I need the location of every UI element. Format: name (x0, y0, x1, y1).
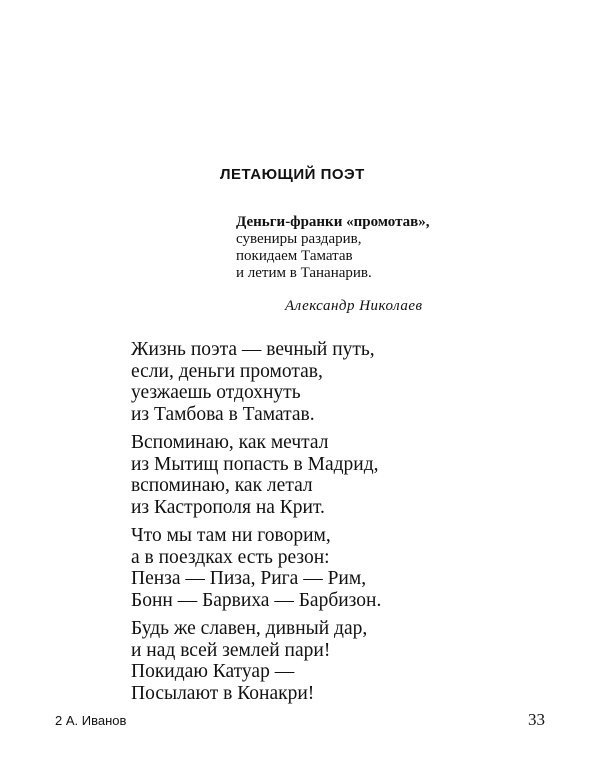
verse-line: из Тамбова в Таматав. (131, 403, 315, 425)
verse-line: из Мытищ попасть в Мадрид, (131, 453, 379, 475)
epigraph-line: покидаем Таматав (236, 248, 353, 264)
poem-title: ЛЕТАЮЩИЙ ПОЭТ (220, 166, 365, 183)
page-number: 33 (528, 710, 545, 729)
verse-line: Бонн — Барвиха — Барбизон. (131, 589, 382, 611)
signature-mark: 2 А. Иванов (55, 713, 127, 728)
epigraph-line: сувениры раздарив, (236, 231, 362, 247)
verse-line: если, деньги промотав, (131, 360, 323, 382)
epigraph-author: Александр Николаев (285, 298, 423, 314)
verse-line: Вспоминаю, как мечтал (131, 432, 329, 453)
verse-line: уезжаешь отдохнуть (131, 382, 301, 403)
epigraph-line: Деньги-франки «промотав», (236, 214, 430, 230)
verse-line: из Кастрополя на Крит. (131, 496, 325, 518)
verse-line: Что мы там ни говорим, (131, 525, 331, 546)
verse-line: Посылают в Конакри! (131, 682, 315, 704)
verse-line: Жизнь поэта — вечный путь, (131, 339, 375, 360)
verse-line: Пенза — Пиза, Рига — Рим, (131, 568, 367, 589)
epigraph-line: и летим в Тананарив. (236, 265, 372, 281)
verse-line: а в поездках есть резон: (131, 546, 330, 568)
verse-line: Будь же славен, дивный дар, (131, 618, 368, 639)
stanza (131, 339, 375, 425)
stanza (131, 432, 379, 518)
verse-line: и над всей землей пари! (131, 639, 331, 661)
stanza (131, 525, 381, 611)
stanza (131, 618, 367, 704)
epigraph (236, 214, 430, 282)
verse-line: Покидаю Катуар — (131, 661, 295, 682)
verse-line: вспоминаю, как летал (131, 475, 313, 496)
